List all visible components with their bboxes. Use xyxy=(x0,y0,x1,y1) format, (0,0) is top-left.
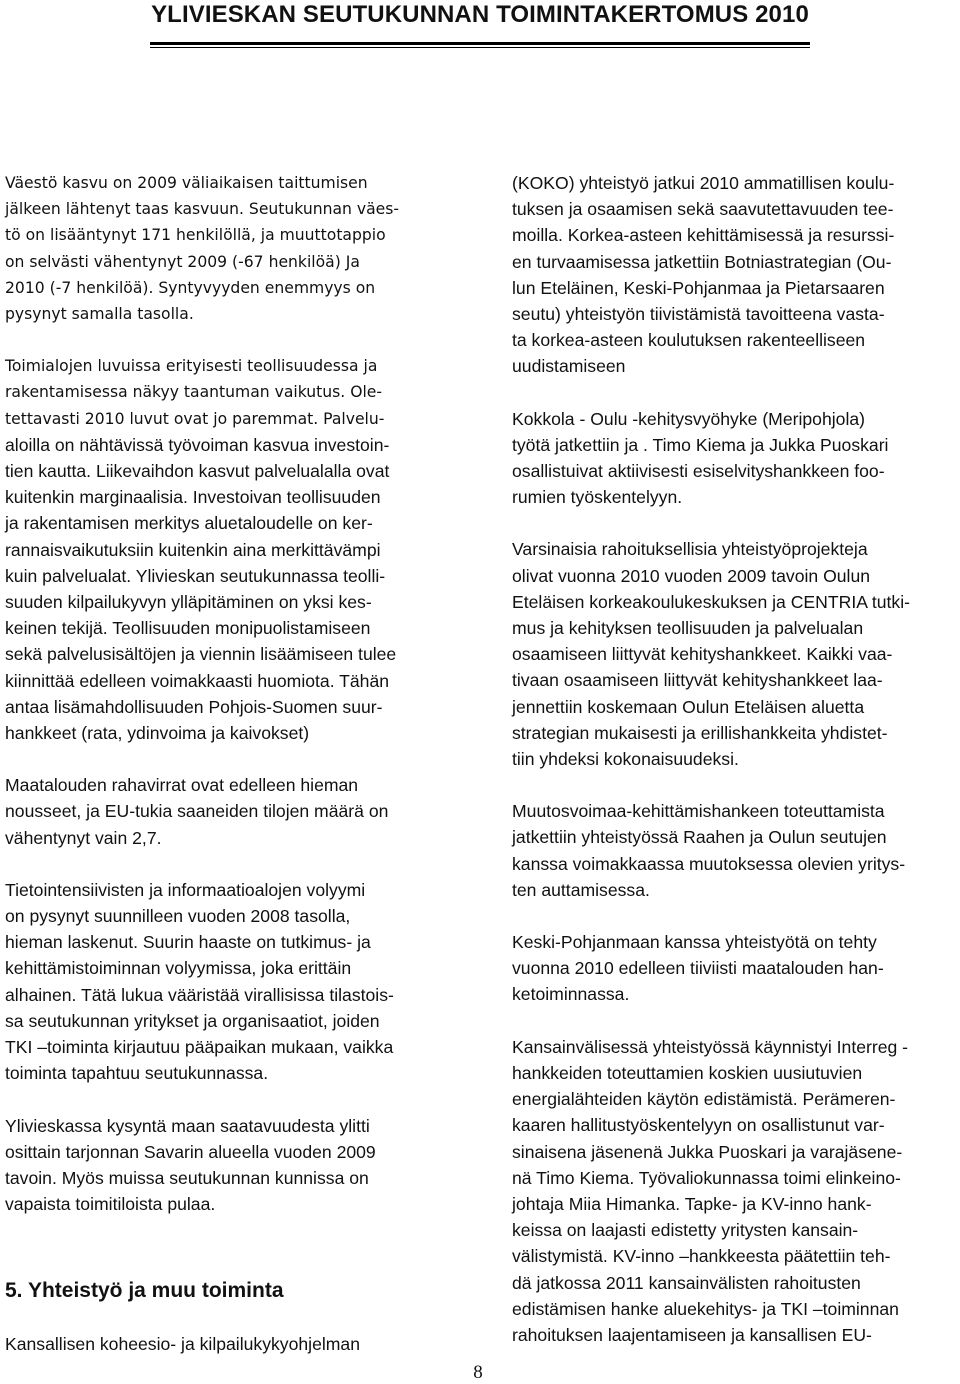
text-line: rumien työskentelyyn. xyxy=(512,487,683,508)
text-line: Ylivieskassa kysyntä maan saatavuudesta ylitti xyxy=(5,1115,370,1136)
text-line: tavoin. Myös muissa seutukunnan kunnissa on xyxy=(5,1167,369,1188)
text-line: Eteläisen korkeakoulukeskuksen ja CENTRIA tutki- xyxy=(512,591,910,612)
text-line: ketoiminnassa. xyxy=(512,984,630,1005)
text-line: välistymistä. KV-inno –hankkeesta päätettiin teh- xyxy=(512,1246,891,1267)
text-line: toiminta tapahtuu seutukunnassa. xyxy=(5,1063,269,1084)
text-line: vähentynyt vain 2,7. xyxy=(5,827,162,848)
text-line: tuksen ja osaamisen sekä saavutettavuuden tee- xyxy=(512,199,894,220)
paragraph-keski-pohjanmaa xyxy=(512,929,952,1008)
text-line: suuden kilpailukyvyn ylläpitäminen on yksi kes- xyxy=(5,592,372,613)
text-line: Väestö kasvu on 2009 väliaikaisen taittumisen xyxy=(5,174,368,192)
text-line: Keski-Pohjanmaan kanssa yhteistyötä on tehty xyxy=(512,932,877,953)
paragraph-land-demand xyxy=(5,1113,445,1218)
text-line: Kansainvälisessä yhteistyössä käynnistyi Interreg - xyxy=(512,1036,909,1057)
paragraph-information-sectors xyxy=(5,877,445,1087)
text-line: sinaisena jäsenenä Jukka Puoskari ja varajäsene- xyxy=(512,1141,903,1162)
paragraph-international xyxy=(512,1034,952,1348)
text-line: ta korkea-asteen koulutuksen rakenteelliseen xyxy=(512,330,866,351)
text-line: kiinnittää edelleen voimakkaasti huomiota. Tähän xyxy=(5,670,390,691)
text-line: kanssa voimakkaassa muutoksessa olevien yritys- xyxy=(512,853,906,874)
text-line: nousseet, ja EU-tukia saaneiden tilojen määrä on xyxy=(5,801,389,822)
text-line: johtaja Miia Himanka. Tapke- ja KV-inno hank- xyxy=(512,1193,872,1214)
section-heading: 5. Yhteistyö ja muu toiminta xyxy=(5,1279,284,1302)
text-line: keinen tekijä. Teollisuuden monipuolistamiseen xyxy=(5,618,371,639)
text-line: strategian mukaisesti ja erillishankkeita yhdistet- xyxy=(512,722,888,743)
text-line: työtä jatkettiin ja . Timo Kiema ja Jukka Puoskari xyxy=(512,434,889,455)
text-line: vapaista toimitiloista pulaa. xyxy=(5,1194,216,1215)
text-line: tien kautta. Liikevaihdon kasvut palvelualalla ovat xyxy=(5,461,390,482)
text-line: mus ja kehityksen teollisuuden ja palvelualan xyxy=(512,618,864,639)
header-rule-thick xyxy=(150,42,810,45)
text-line: aloilla on nähtävissä työvoiman kasvua investoin- xyxy=(5,434,390,455)
text-line: jatkettiin yhteistyössä Raahen ja Oulun seutujen xyxy=(512,827,887,848)
text-line: jennettiin koskemaan Oulun Eteläisen aluetta xyxy=(512,696,865,717)
text-line: osallistuivat aktiivisesti esiselvityshankkeen foo- xyxy=(512,461,885,482)
paragraph-koko xyxy=(512,170,952,380)
section-first-line: Kansallisen koheesio- ja kilpailukykyohjelman xyxy=(5,1334,360,1354)
text-line: on pysynyt suunnilleen vuoden 2008 tasolla, xyxy=(5,906,351,927)
text-line: ten auttamisessa. xyxy=(512,879,650,900)
text-line: sa seutukunnan yritykset ja organisaatiot, joiden xyxy=(5,1010,380,1031)
text-line: Varsinaisia rahoituksellisia yhteistyöprojekteja xyxy=(512,539,868,560)
text-line: rannaisvaikutuksiin kuitenkin aina merkittävämpi xyxy=(5,539,381,560)
left-column xyxy=(5,170,445,1217)
paragraph-industries xyxy=(5,353,445,746)
text-line: 2010 (-7 henkilöä). Syntyvyyden enemmyys on xyxy=(5,278,376,297)
text-line: moilla. Korkea-asteen kehittämisessä ja resurssi- xyxy=(512,225,895,246)
right-column xyxy=(512,170,952,1348)
text-line: uudistamiseen xyxy=(512,356,626,377)
text-line: Muutosvoimaa-kehittämishankeen toteuttamista xyxy=(512,801,885,822)
text-line: hankkeet (rata, ydinvoima ja kaivokset) xyxy=(5,723,310,744)
text-line: sekä palvelusisältöjen ja viennin lisäämiseen tulee xyxy=(5,644,397,665)
text-line: tö on lisääntynyt 171 henkilöllä, ja muuttotappio xyxy=(5,226,386,245)
text-line: antaa lisämahdollisuuden Pohjois-Suomen suur- xyxy=(5,696,383,717)
text-line: rakentamisessa näkyy taantuman vaikutus. Ole- xyxy=(5,383,383,402)
header-rule-thin xyxy=(150,47,810,48)
text-line: olivat vuonna 2010 vuoden 2009 tavoin Oulun xyxy=(512,565,871,586)
text-line: rahoituksen laajentamiseen ja kansallisen EU- xyxy=(512,1324,872,1345)
text-line: edistämisen hanke aluekehitys- ja TKI –toiminnan xyxy=(512,1298,899,1319)
text-line: hankkeiden toteuttamien koskien uusiutuvien xyxy=(512,1062,863,1083)
text-line: kuin palvelualat. Ylivieskan seutukunnassa teolli- xyxy=(5,565,386,586)
text-line: tiin yhdeksi kokonaisuudeksi. xyxy=(512,749,739,770)
text-line: jälkeen lähtenyt taas kasvuun. Seutukunnan väes- xyxy=(5,200,400,219)
text-line: dä jatkossa 2011 kansainvälisten rahoitusten xyxy=(512,1272,861,1293)
text-line: Tietointensiivisten ja informaatioalojen volyymi xyxy=(5,879,366,900)
text-line: ja rakentamisen merkitys aluetaloudelle on ker- xyxy=(5,513,373,534)
text-line: Maatalouden rahavirrat ovat edelleen hieman xyxy=(5,775,359,796)
text-line: kuitenkin marginaalisia. Investoivan teollisuuden xyxy=(5,487,381,508)
text-line: lun Eteläinen, Keski-Pohjanmaa ja Pietarsaaren xyxy=(512,277,885,298)
text-line: osaamiseen liittyvät kehityshankkeet. Kaikki vaa- xyxy=(512,644,893,665)
text-line: Kokkola - Oulu -kehitysvyöhyke (Meripohjola) xyxy=(512,408,865,429)
text-line: tivaan osaamiseen liittyvät kehityshankkeet laa- xyxy=(512,670,883,691)
page-number: 8 xyxy=(473,1362,483,1383)
text-line: en turvaamisessa jatkettiin Botniastrategian (Ou- xyxy=(512,251,892,272)
text-line: on selvästi vähentynyt 2009 (-67 henkilöä) Ja xyxy=(5,252,360,271)
text-line: osittain tarjonnan Savarin alueella vuoden 2009 xyxy=(5,1141,376,1162)
text-line: alhainen. Tätä lukua vääristää virallisissa tilastois- xyxy=(5,984,394,1005)
text-line: hieman laskenut. Suurin haaste on tutkimus- ja xyxy=(5,932,371,953)
text-line: pysynyt samalla tasolla. xyxy=(5,305,194,324)
paragraph-funding-projects xyxy=(512,536,952,772)
document-header-title: YLIVIESKAN SEUTUKUNNAN TOIMINTAKERTOMUS 2010 xyxy=(151,1,809,28)
text-line: (KOKO) yhteistyö jatkui 2010 ammatillisen koulu- xyxy=(512,173,895,193)
text-line: kehittämistoiminnan volyymissa, joka erittäin xyxy=(5,958,352,979)
text-line: tettavasti 2010 luvut ovat jo paremmat. Palvelu- xyxy=(5,409,385,428)
text-line: seutu) yhteistyön tiivistämistä tavoitteena vasta- xyxy=(512,304,885,325)
text-line: keissa on laajasti edistetty yritysten kansain- xyxy=(512,1220,859,1241)
paragraph-development-zone xyxy=(512,406,952,511)
paragraph-muutosvoimaa xyxy=(512,798,952,903)
text-line: Toimialojen luvuissa erityisesti teollisuudessa ja xyxy=(5,357,378,376)
text-line: nä Timo Kiema. Työvaliokunnassa toimi elinkeino- xyxy=(512,1167,901,1188)
text-line: energialähteiden käytön edistämistä. Perämeren- xyxy=(512,1089,896,1110)
text-line: kaaren hallitustyöskentelyyn on osallistunut var- xyxy=(512,1115,885,1136)
paragraph-agriculture xyxy=(5,772,445,851)
text-line: TKI –toiminta kirjautuu pääpaikan mukaan, vaikka xyxy=(5,1037,394,1058)
text-line: vuonna 2010 edelleen tiiviisti maatalouden han- xyxy=(512,958,884,979)
paragraph-population xyxy=(5,170,445,327)
